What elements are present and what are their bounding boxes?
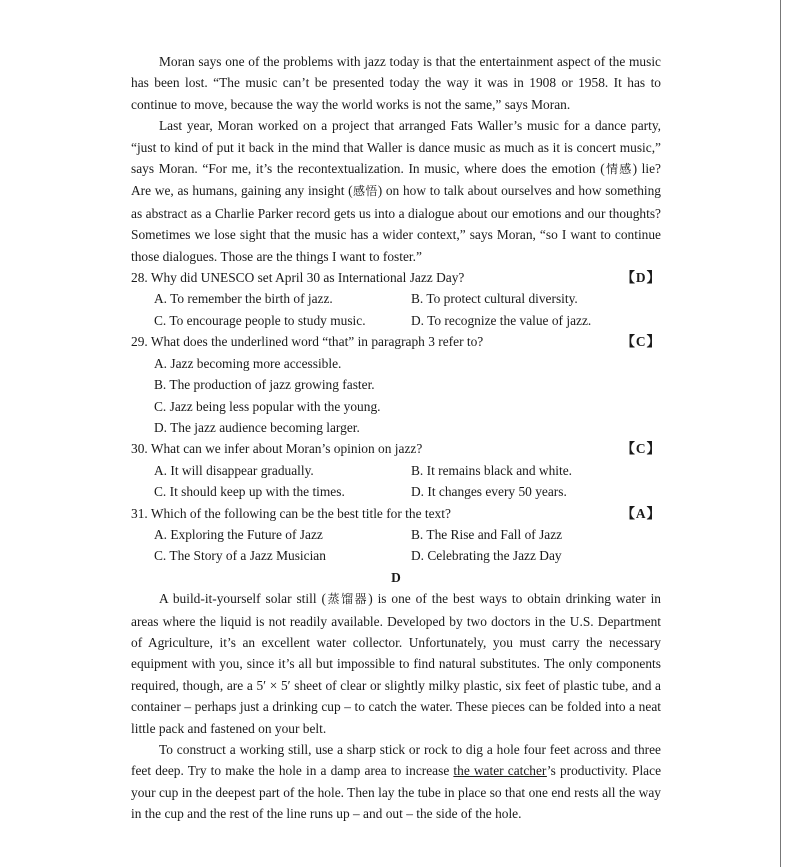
- chinese-gloss-insight: 感悟: [352, 184, 378, 199]
- question-28: [131, 267, 661, 288]
- option-d: D. Celebrating the Jazz Day: [411, 548, 562, 564]
- option-c: C. To encourage people to study music.: [154, 312, 366, 328]
- option-d: D. The jazz audience becoming larger.: [154, 419, 360, 435]
- text-run: ’s productivity. Place your cup in the deepest part of the hole. Then lay the tube in place so that one end rests all the way in the cup and the rest of the line runs up – and out – the side of the hole.: [131, 763, 662, 822]
- text-run: Last year, Moran worked on a project that arranged Fats Waller’s music for a dance party, “just to kind of put it back in the mind that Waller is dance music as much as it is concert music,” says Moran. “For me, it’s the recontextualization. In music, where does the emotion (: [131, 118, 661, 177]
- text-run: A build-it-yourself solar still (: [159, 591, 326, 607]
- answer-key: 【A】: [621, 505, 661, 521]
- option-a: A. Jazz becoming more accessible.: [154, 355, 342, 371]
- option-c: C. Jazz being less popular with the young.: [154, 398, 381, 414]
- question-text: 31. Which of the following can be the best title for the text?: [131, 505, 451, 521]
- underlined-phrase: the water catcher: [453, 763, 547, 779]
- text-run: To construct a working still, use a sharp stick or rock to dig a hole four feet across and three feet deep. Try to make the hole in a damp area to increase: [131, 742, 661, 779]
- chinese-gloss-emotion: 情感: [604, 162, 633, 177]
- option-d: D. To recognize the value of jazz.: [411, 312, 592, 328]
- paragraph-moran-problems: Moran says one of the problems with jazz today is that the entertainment aspect of the music has been lost. “The music can’t be presented today the way it was in 1908 or 1958. It has to continue to move, because the way the world works is not the same,” says Moran.: [131, 54, 661, 112]
- answer-key: 【C】: [621, 334, 661, 350]
- question-31: [131, 503, 661, 524]
- question-text: 28. Why did UNESCO set April 30 as International Jazz Day?: [131, 270, 465, 286]
- option-b: B. The production of jazz growing faster.: [154, 377, 375, 393]
- paragraph-moran-project: [131, 115, 661, 267]
- options-28: [131, 288, 661, 331]
- paragraph-construct-still: [131, 739, 661, 825]
- options-29: [131, 353, 661, 439]
- question-30: [131, 438, 661, 459]
- options-31: [131, 524, 661, 567]
- option-b: B. It remains black and white.: [411, 462, 573, 478]
- text-run: ) lie? Are we, as humans, gaining any insight (: [131, 161, 661, 199]
- text-run: ) on how to talk about ourselves and how something as abstract as a Charlie Parker record gets us into a dialogue about our emotions and our thoughts? Sometimes we lose sight that the music has a wider context,” says Moran, “so I want to continue those dialogues. Those are the things I want to foster.”: [131, 183, 661, 264]
- answer-key: 【C】: [621, 441, 661, 457]
- question-text: 29. What does the underlined word “that” in paragraph 3 refer to?: [131, 334, 484, 350]
- question-29: [131, 331, 661, 352]
- option-d: D. It changes every 50 years.: [411, 484, 567, 500]
- paragraph-solar-still: [131, 588, 661, 739]
- options-30: [131, 460, 661, 503]
- answer-key: 【D】: [621, 270, 661, 286]
- text-run: ) is one of the best ways to obtain drinking water in areas where the liquid is not readily available. Developed by two doctors in the U.S. Department of Agriculture, it’s an excellent water collector. Unfortunately, you must carry the necessary equipment with you, since it’s all but impossible to find natural substitutes. The only components required, though, are a 5′ × 5′ sheet of clear or slightly milky plastic, six feet of plastic tube, and a container – perhaps just a drinking cup – to catch the water. These pieces can be folded into a neat little pack and fastened on your belt.: [131, 591, 661, 736]
- document-page: [131, 51, 661, 825]
- option-b: B. To protect cultural diversity.: [411, 291, 578, 307]
- page-edge-line: [780, 0, 781, 867]
- chinese-gloss-still: 蒸馏器: [325, 592, 369, 607]
- option-a: A. It will disappear gradually.: [154, 462, 314, 478]
- option-a: A. To remember the birth of jazz.: [154, 291, 333, 307]
- question-text: 30. What can we infer about Moran’s opinion on jazz?: [131, 441, 423, 457]
- option-a: A. Exploring the Future of Jazz: [154, 526, 323, 542]
- option-c: C. It should keep up with the times.: [154, 484, 345, 500]
- option-c: C. The Story of a Jazz Musician: [154, 548, 326, 564]
- option-b: B. The Rise and Fall of Jazz: [411, 526, 563, 542]
- section-heading: D: [391, 569, 401, 585]
